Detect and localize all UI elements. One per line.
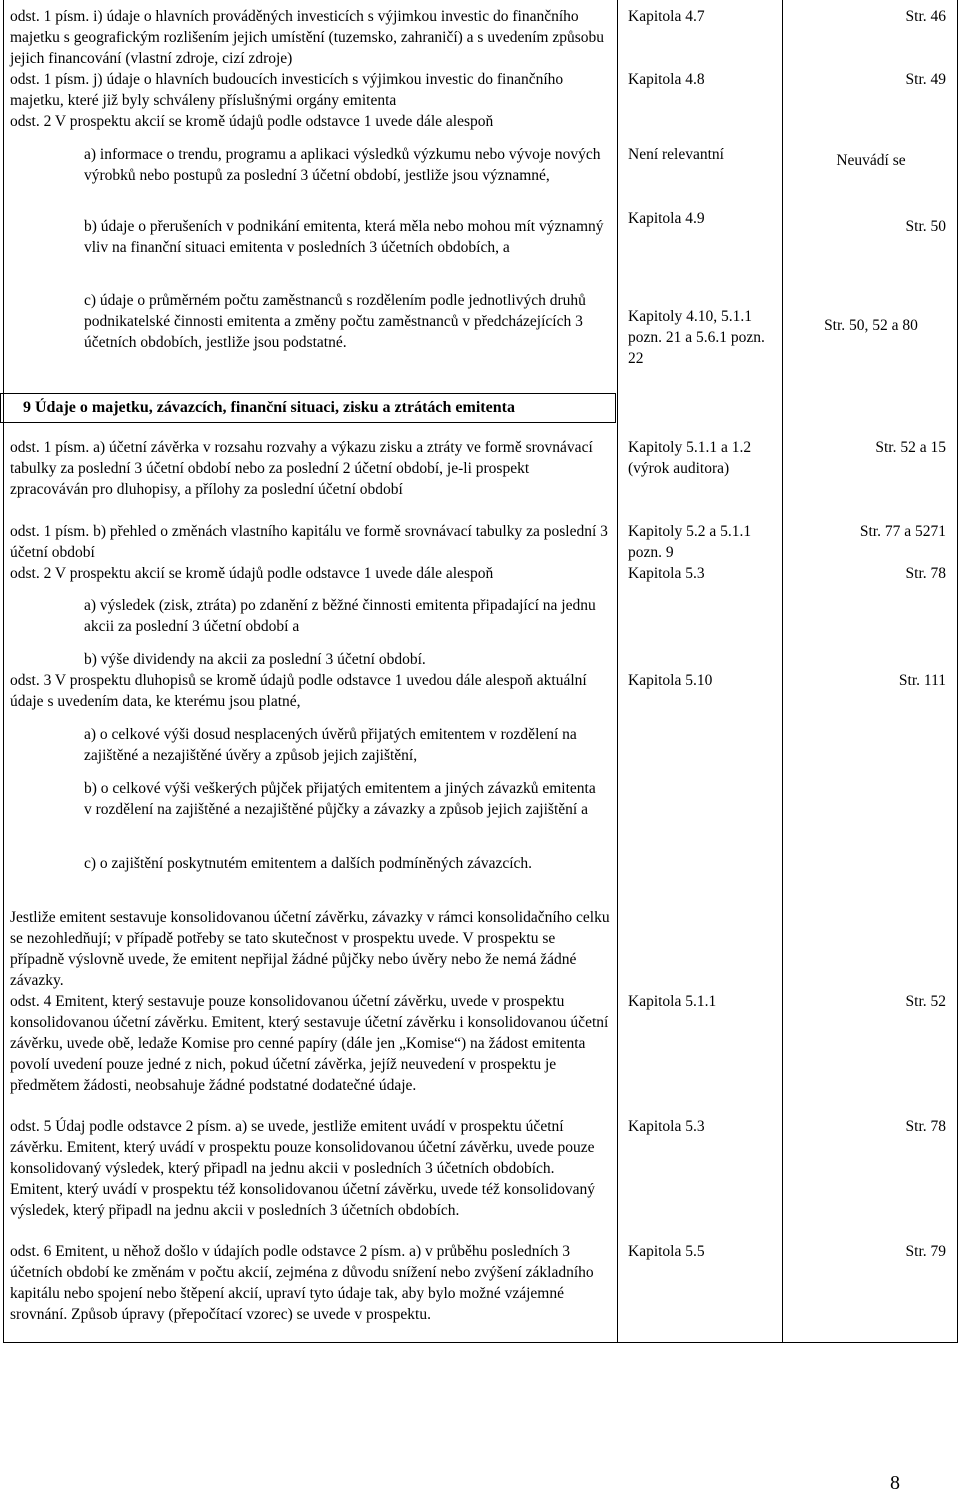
section-heading: 9 Údaje o majetku, závazcích, finanční situaci, zisku a ztrátách emitenta: [23, 399, 515, 416]
row-chapter-bonds: Kapitola 5.10: [628, 672, 713, 689]
row-chapter-share-count-changes: Kapitola 5.5: [628, 1243, 705, 1260]
row-page-consolidated-result: Str. 78: [905, 1118, 946, 1135]
table-border-bottom: [3, 1342, 958, 1343]
row-page-shares-results: Str. 78: [905, 565, 946, 582]
row-page-financial-statements: Str. 52 a 15: [875, 439, 946, 456]
row-text-share-count-changes: odst. 6 Emitent, u něhož došlo v údajích podle odstavce 2 písm. a) v průběhu posledních 3 účetních období ke změnám v počtu akcií, zejména z důvodu snížení nebo zvýšení základního kapitálu nebo spojení nebo štěpení akcií, upraví tyto údaje tak, aby bylo možné vzájemné srovnání. Způsob úpravy (přepočítací vzorec) se uvede v prospektu.: [10, 1243, 594, 1323]
row-text-shares-results: odst. 2 V prospektu akcií se kromě údajů podle odstavce 1 uvede dále alespoň: [10, 565, 494, 582]
row-text-guarantees: c) o zajištění poskytnutém emitentem a dalších podmíněných závazcích.: [84, 855, 533, 872]
row-text-consolidated-statements: odst. 4 Emitent, který sestavuje pouze konsolidovanou účetní závěrku, uvede v prospektu konsolidovanou účetní závěrku. Emitent, který sestavuje účetní závěrku i konsolidovanou účetní závěrku, uvede obě, ledaže Komise pro cenné papíry (dále jen „Komise“) na žádost emitenta povolí uvedení pouze jedné z nich, pokud účetní závěrka, jejíž neuvedení v prospektu je předmětem žádosti, neobsahuje žádné podstatné dodatečné údaje.: [10, 993, 609, 1094]
row-text-employees: c) údaje o průměrném počtu zaměstnanců s rozdělením podle jednotlivých druhů podnikatelské činnosti emitenta a změny počtu zaměstnanců v předcházejících 3 účetních obdobích, jestliže jsou podstatné.: [84, 292, 586, 351]
row-text-consolidation-note: Jestliže emitent sestavuje konsolidovanou účetní závěrku, závazky v rámci konsolidačního celku se nezohledňují; v případě potřeby se tato skutečnost v prospektu uvede. V prospektu se případně výslovně uvede, že emitent nepřijal žádné půjčky nebo úvěry nebo že nemá žádné závazky.: [10, 909, 610, 989]
row-chapter-investments-current: Kapitola 4.7: [628, 8, 705, 25]
row-text-borrowings: b) o celkové výši veškerých půjček přijatých emitentem a jiných závazků emitenta v rozdělení na zajištěné a nezajištěné půjčky a závazky a způsob jejich zajištění a: [84, 780, 596, 818]
table-divider-chapter: [782, 0, 783, 1343]
row-text-interruptions: b) údaje o přerušeních v podnikání emitenta, která měla nebo mohou mít významný vliv na finanční situaci emitenta v posledních 3 účetních obdobích, a: [84, 218, 604, 256]
table-divider-content: [617, 0, 618, 1343]
row-text-loans: a) o celkové výši dosud nesplacených úvěrů přijatých emitentem v rozdělení na zajištěné a nezajištěné úvěry a způsob jejich zajištění,: [84, 726, 577, 764]
row-page-investments-current: Str. 46: [905, 8, 946, 25]
row-chapter-employees: Kapitoly 4.10, 5.1.1 pozn. 21 a 5.6.1 pozn. 22: [628, 308, 765, 367]
row-chapter-shares-results: Kapitola 5.3: [628, 565, 705, 582]
row-page-investments-future: Str. 49: [905, 71, 946, 88]
row-chapter-interruptions: Kapitola 4.9: [628, 210, 705, 227]
row-page-consolidated-statements: Str. 52: [905, 993, 946, 1010]
row-chapter-investments-future: Kapitola 4.8: [628, 71, 705, 88]
row-text-bonds: odst. 3 V prospektu dluhopisů se kromě údajů podle odstavce 1 uvedou dále alespoň aktuální údaje s uvedením data, ke kterému jsou platné,: [10, 672, 587, 710]
row-text-equity-changes: odst. 1 písm. b) přehled o změnách vlastního kapitálu ve formě srovnávací tabulky za poslední 3 účetní období: [10, 523, 608, 561]
row-text-trend-research: a) informace o trendu, programu a aplikaci výsledků výzkumu nebo vývoje nových výrobků nebo postupů za poslední 3 účetní období, jestliže jsou významné,: [84, 146, 601, 184]
row-page-trend-research: Neuvádí se: [836, 152, 906, 169]
row-page-bonds: Str. 111: [898, 672, 946, 689]
row-chapter-equity-changes: Kapitoly 5.2 a 5.1.1 pozn. 9: [628, 523, 752, 561]
row-text-investments-future: odst. 1 písm. j) údaje o hlavních budoucích investicích s výjimkou investic do finančního majetku, které již byly schváleny příslušnými orgány emitenta: [10, 71, 564, 109]
row-text-shares-additional: odst. 2 V prospektu akcií se kromě údajů podle odstavce 1 uvede dále alespoň: [10, 113, 494, 130]
row-text-investments-current: odst. 1 písm. i) údaje o hlavních prováděných investicích s výjimkou investic do finančního majetku s geografickým rozlišením jejich umístění (tuzemsko, zahraničí) a s uvedením způsobu jejich financování (vlastní zdroje, cizí zdroje): [10, 8, 604, 67]
row-text-dividends: b) výše dividendy na akcii za poslední 3 účetní období.: [84, 651, 426, 668]
row-chapter-consolidated-result: Kapitola 5.3: [628, 1118, 705, 1135]
table-border-left: [3, 0, 4, 1343]
row-text-earnings-per-share: a) výsledek (zisk, ztráta) po zdanění z běžné činnosti emitenta připadající na jednu akcii za poslední 3 účetní období a: [84, 597, 596, 635]
row-page-equity-changes: Str. 77 a 5271: [859, 523, 946, 540]
page-number: 8: [890, 1472, 900, 1494]
row-text-consolidated-result: odst. 5 Údaj podle odstavce 2 písm. a) se uvede, jestliže emitent uvádí v prospektu účetní závěrku. Emitent, který uvádí v prospektu pouze konsolidovanou účetní závěrku, uvede pouze konsolidovaný výsledek, který připadl na jednu akcii v posledních 3 účetních obdobích. Emitent, který uvádí v prospektu též konsolidovanou účetní závěrku, uvede též konsolidovaný výsledek, který připadl na jednu akcii v posledních 3 účetních obdobích.: [10, 1118, 595, 1219]
row-text-financial-statements: odst. 1 písm. a) účetní závěrka v rozsahu rozvahy a výkazu zisku a ztráty ve formě srovnávací tabulky za poslední 3 účetní období nebo za poslední 2 účetní období, je-li prospekt zpracováván pro dluhopisy, a přílohy za poslední účetní období: [10, 439, 593, 498]
row-chapter-consolidated-statements: Kapitola 5.1.1: [628, 993, 717, 1010]
section-heading-box: [0, 393, 616, 423]
table-border-right: [957, 0, 958, 1343]
row-chapter-financial-statements: Kapitoly 5.1.1 a 1.2 (výrok auditora): [628, 439, 752, 477]
row-page-employees: Str. 50, 52 a 80: [824, 317, 918, 334]
row-page-share-count-changes: Str. 79: [905, 1243, 946, 1260]
row-chapter-trend-research: Není relevantní: [628, 146, 724, 163]
row-page-interruptions: Str. 50: [905, 218, 946, 235]
